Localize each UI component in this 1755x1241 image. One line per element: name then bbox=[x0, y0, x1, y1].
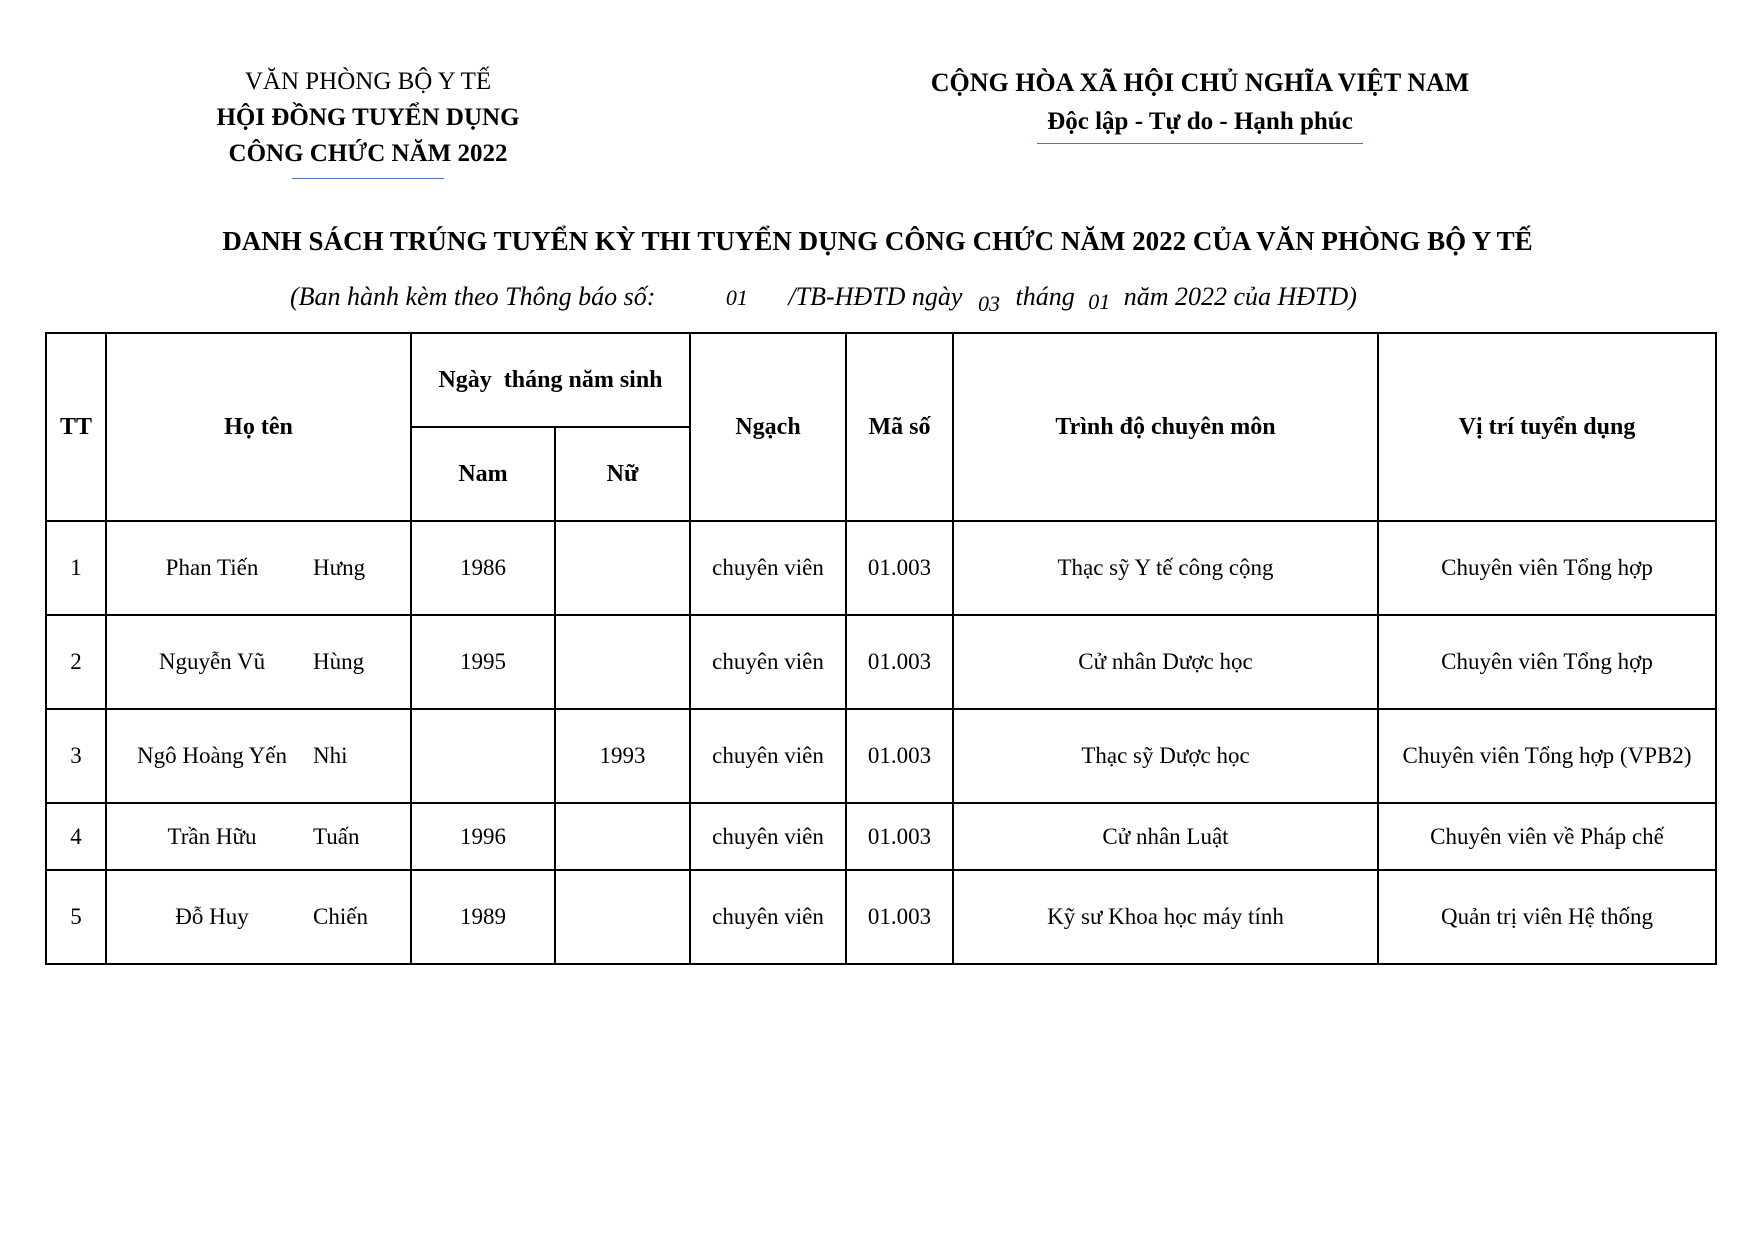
col-header-tt: TT bbox=[46, 333, 106, 521]
cell-code: 01.003 bbox=[846, 803, 953, 870]
cell-tt: 4 bbox=[46, 803, 106, 870]
subtitle-mid2: tháng bbox=[1015, 282, 1075, 311]
first-name: Phan Tiến bbox=[165, 555, 259, 580]
cell-qualification: Thạc sỹ Y tế công cộng bbox=[953, 521, 1378, 615]
cell-male-dob: 1996 bbox=[411, 803, 555, 870]
issuing-body-header bbox=[168, 64, 568, 179]
first-name: Ngô Hoàng Yến bbox=[137, 743, 287, 768]
cell-tt: 1 bbox=[46, 521, 106, 615]
cell-name bbox=[106, 803, 411, 870]
document-title: DANH SÁCH TRÚNG TUYỂN KỲ THI TUYỂN DỤNG CÔNG CHỨC NĂM 2022 CỦA VĂN PHÒNG BỘ Y TẾ bbox=[222, 226, 1533, 256]
col-header-rank: Ngạch bbox=[690, 333, 846, 521]
subtitle-mid1: /TB-HĐTD ngày bbox=[788, 282, 963, 311]
subtitle-suffix: năm 2022 của HĐTD) bbox=[1123, 282, 1357, 311]
first-name: Đỗ Huy bbox=[175, 904, 249, 929]
cell-qualification: Thạc sỹ Dược học bbox=[953, 709, 1378, 803]
cell-code: 01.003 bbox=[846, 870, 953, 964]
council-name-line2: CÔNG CHỨC NĂM 2022 bbox=[228, 140, 508, 167]
given-name: Chiến bbox=[313, 904, 368, 929]
cell-male-dob: 1989 bbox=[411, 870, 555, 964]
cell-rank: chuyên viên bbox=[690, 870, 846, 964]
cell-code: 01.003 bbox=[846, 709, 953, 803]
cell-female-dob bbox=[555, 870, 690, 964]
notice-day: 03 bbox=[977, 291, 1000, 316]
cell-male-dob: 1986 bbox=[411, 521, 555, 615]
cell-tt: 5 bbox=[46, 870, 106, 964]
cell-name bbox=[106, 870, 411, 964]
cell-tt: 2 bbox=[46, 615, 106, 709]
cell-qualification: Cử nhân Dược học bbox=[953, 615, 1378, 709]
col-header-qualification: Trình độ chuyên môn bbox=[953, 333, 1378, 521]
col-header-position: Vị trí tuyển dụng bbox=[1378, 333, 1716, 521]
table-row bbox=[46, 709, 1716, 803]
col-header-dob: Ngày tháng năm sinh bbox=[411, 333, 690, 427]
cell-rank: chuyên viên bbox=[690, 521, 846, 615]
cell-code: 01.003 bbox=[846, 521, 953, 615]
cell-position: Chuyên viên Tổng hợp bbox=[1378, 615, 1716, 709]
col-header-name: Họ tên bbox=[106, 333, 411, 521]
cell-position: Chuyên viên Tổng hợp (VPB2) bbox=[1378, 709, 1716, 803]
first-name: Nguyễn Vũ bbox=[158, 649, 266, 674]
given-name: Hùng bbox=[313, 649, 365, 674]
table-header-row bbox=[46, 333, 1716, 427]
document-subtitle bbox=[290, 282, 1490, 316]
cell-qualification: Cử nhân Luật bbox=[953, 803, 1378, 870]
cell-name bbox=[106, 615, 411, 709]
cell-female-dob bbox=[555, 521, 690, 615]
country-name: CỘNG HÒA XÃ HỘI CHỦ NGHĨA VIỆT NAM bbox=[930, 68, 1470, 97]
cell-female-dob: 1993 bbox=[555, 709, 690, 803]
table-row bbox=[46, 521, 1716, 615]
table-row bbox=[46, 870, 1716, 964]
recruitment-results-table bbox=[45, 332, 1717, 965]
cell-male-dob: 1995 bbox=[411, 615, 555, 709]
given-name: Nhi bbox=[313, 743, 348, 768]
cell-rank: chuyên viên bbox=[690, 803, 846, 870]
given-name: Tuấn bbox=[313, 823, 360, 849]
cell-rank: chuyên viên bbox=[690, 615, 846, 709]
national-header bbox=[880, 64, 1520, 144]
cell-female-dob bbox=[555, 615, 690, 709]
first-name: Trần Hữu bbox=[167, 823, 257, 849]
cell-qualification: Kỹ sư Khoa học máy tính bbox=[953, 870, 1378, 964]
table-row bbox=[46, 615, 1716, 709]
notice-number: 01 bbox=[725, 285, 748, 310]
subtitle-prefix: (Ban hành kèm theo Thông báo số: bbox=[290, 282, 656, 311]
col-header-female: Nữ bbox=[555, 427, 690, 521]
cell-name bbox=[106, 521, 411, 615]
cell-position: Chuyên viên về Pháp chế bbox=[1378, 803, 1716, 870]
given-name: Hưng bbox=[313, 555, 366, 580]
col-header-code: Mã số bbox=[846, 333, 953, 521]
notice-month: 01 bbox=[1088, 289, 1111, 314]
cell-position: Quản trị viên Hệ thống bbox=[1378, 870, 1716, 964]
cell-code: 01.003 bbox=[846, 615, 953, 709]
cell-female-dob bbox=[555, 803, 690, 870]
col-header-male: Nam bbox=[411, 427, 555, 521]
council-name-line1: HỘI ĐỒNG TUYỂN DỤNG bbox=[216, 104, 520, 131]
table-row bbox=[46, 803, 1716, 870]
cell-name bbox=[106, 709, 411, 803]
cell-position: Chuyên viên Tổng hợp bbox=[1378, 521, 1716, 615]
header-underline bbox=[292, 178, 444, 179]
cell-tt: 3 bbox=[46, 709, 106, 803]
cell-rank: chuyên viên bbox=[690, 709, 846, 803]
national-motto: Độc lập - Tự do - Hạnh phúc bbox=[1037, 103, 1363, 144]
cell-male-dob bbox=[411, 709, 555, 803]
ministry-office-name: VĂN PHÒNG BỘ Y TẾ bbox=[244, 68, 492, 95]
